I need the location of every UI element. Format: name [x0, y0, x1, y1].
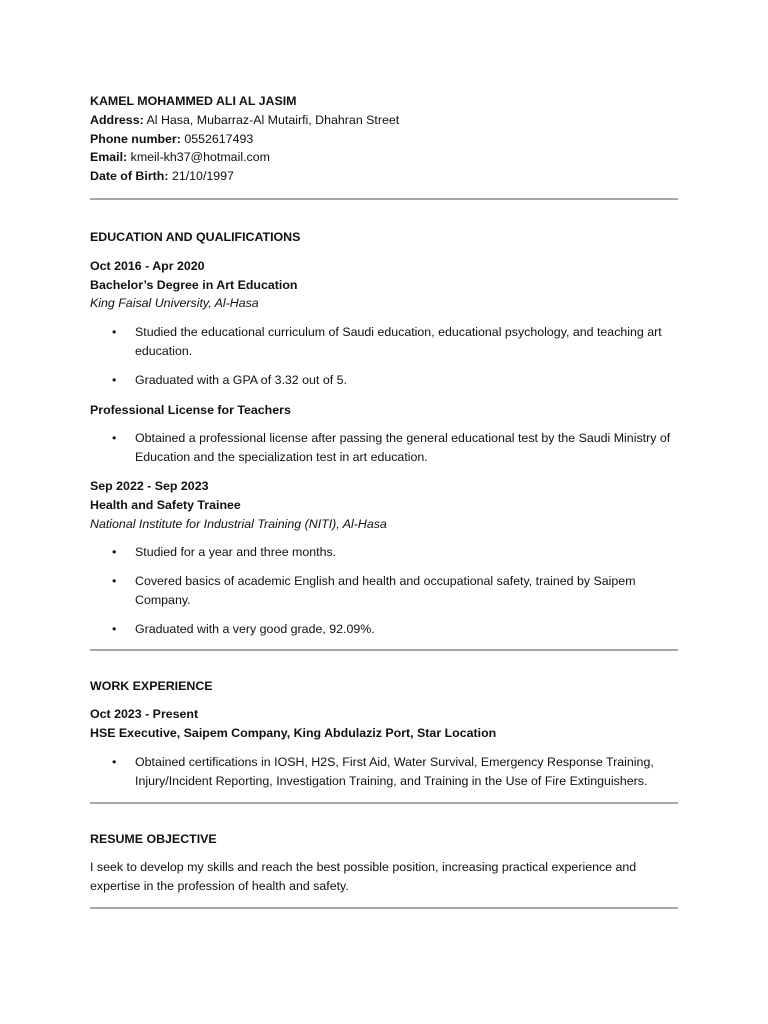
phone-line: [90, 130, 678, 149]
address-value: Al Hasa, Mubarraz-Al Mutairfi, Dhahran Street: [146, 112, 400, 127]
list-item: [90, 572, 678, 610]
list-item: [90, 753, 678, 791]
education-bullets: [90, 323, 678, 389]
training-dates: Sep 2022 - Sep 2023: [90, 478, 209, 493]
work-bullets: [90, 753, 678, 791]
license-title: Professional License for Teachers: [90, 402, 291, 417]
list-item: [90, 543, 678, 562]
phone-value: 0552617493: [184, 131, 254, 146]
email-value: kmeil-kh37@hotmail.com: [130, 150, 270, 165]
candidate-name: KAMEL MOHAMMED ALI AL JASIM: [90, 94, 297, 108]
address-label: Address:: [90, 112, 144, 127]
divider: [90, 198, 678, 200]
email-line: [90, 148, 678, 167]
divider: [90, 802, 678, 804]
work-dates: Oct 2023 - Present: [90, 707, 199, 722]
education-institution: King Faisal University, Al-Hasa: [90, 296, 259, 311]
objective-section-title: RESUME OBJECTIVE: [90, 831, 217, 846]
bullet-text: • Obtained a professional license after passing the general educational test by the Saudi Ministry of Education and the specialization test in art education.: [135, 431, 671, 465]
bullet-text: • Covered basics of academic English and health and occupational safety, trained by Saipem Company.: [135, 574, 636, 607]
list-item: [90, 371, 678, 390]
list-item: [90, 323, 678, 361]
education-dates: Oct 2016 - Apr 2020: [90, 258, 205, 273]
training-bullets: [90, 543, 678, 638]
bullet-text: • Studied for a year and three months.: [135, 545, 337, 560]
education-degree: Bachelor’s Degree in Art Education: [90, 277, 298, 292]
license-bullets: [90, 429, 678, 467]
dob-label: Date of Birth:: [90, 169, 169, 184]
divider: [90, 907, 678, 909]
bullet-text: • Obtained certifications in IOSH, H2S, First Aid, Water Survival, Emergency Response Training, Injury/Incident Reporting, Investigation Training, and Training in the Use of Fire Extinguishers.: [135, 754, 654, 788]
objective-text: I seek to develop my skills and reach the best possible position, increasing practical experience and expertise in the profession of health and safety.: [90, 860, 637, 894]
training-title: Health and Safety Trainee: [90, 497, 241, 512]
phone-label: Phone number:: [90, 131, 181, 146]
education-section-title: EDUCATION AND QUALIFICATIONS: [90, 229, 301, 244]
divider: [90, 649, 678, 651]
work-section-title: WORK EXPERIENCE: [90, 678, 213, 693]
list-item: [90, 429, 678, 467]
address-line: [90, 111, 678, 130]
work-role: HSE Executive, Saipem Company, King Abdulaziz Port, Star Location: [90, 726, 497, 741]
list-item: [90, 620, 678, 639]
email-label: Email:: [90, 150, 128, 165]
resume-page: [90, 92, 678, 909]
bullet-text: • Studied the educational curriculum of Saudi education, educational psychology, and teaching art education.: [135, 325, 662, 358]
dob-value: 21/10/1997: [171, 169, 234, 184]
dob-line: [90, 167, 678, 186]
bullet-text: • Graduated with a GPA of 3.32 out of 5.: [135, 372, 347, 387]
bullet-text: • Graduated with a very good grade, 92.09%.: [135, 621, 375, 636]
training-institution: National Institute for Industrial Training (NITI), Al-Hasa: [90, 516, 387, 531]
